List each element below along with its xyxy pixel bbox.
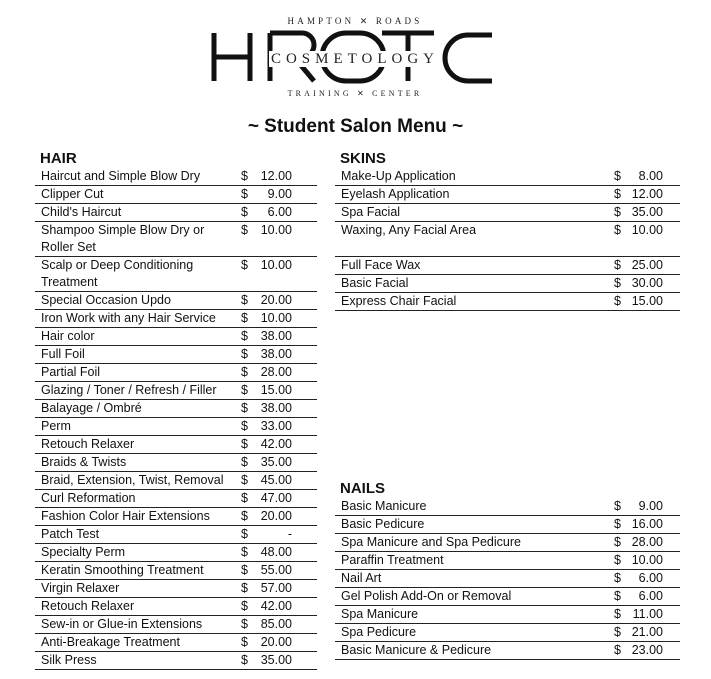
service-price: 55.00 bbox=[260, 563, 292, 577]
service-name: Spa Manicure and Spa Pedicure bbox=[341, 535, 521, 549]
service-name: Full Foil bbox=[41, 347, 85, 361]
service-price: 16.00 bbox=[631, 517, 663, 531]
skins-list bbox=[335, 168, 680, 311]
currency-symbol: $ bbox=[241, 401, 248, 415]
currency-symbol: $ bbox=[241, 383, 248, 397]
service-price: 47.00 bbox=[260, 491, 292, 505]
currency-symbol: $ bbox=[614, 223, 621, 237]
service-price: 10.00 bbox=[260, 311, 292, 325]
service-name: Partial Foil bbox=[41, 365, 101, 379]
service-name: Sew-in or Glue-in Extensions bbox=[41, 617, 203, 631]
service-price: 20.00 bbox=[260, 293, 292, 307]
service-price: 6.00 bbox=[267, 205, 292, 219]
hair-menu-row bbox=[35, 328, 317, 346]
currency-symbol: $ bbox=[614, 607, 621, 621]
service-name: Curl Reformation bbox=[41, 491, 136, 505]
hair-heading: HAIR bbox=[40, 150, 77, 167]
service-price: 38.00 bbox=[260, 347, 292, 361]
currency-symbol: $ bbox=[614, 499, 621, 513]
service-price: 11.00 bbox=[632, 607, 663, 621]
hair-menu-row bbox=[35, 526, 317, 544]
service-price: 10.00 bbox=[260, 258, 292, 272]
currency-symbol: $ bbox=[614, 589, 621, 603]
service-price: 35.00 bbox=[260, 653, 292, 667]
service-name: Spa Facial bbox=[341, 205, 401, 219]
skins-menu-row bbox=[335, 222, 680, 257]
service-name: Full Face Wax bbox=[341, 258, 421, 272]
nails-menu-row bbox=[335, 534, 680, 552]
currency-symbol: $ bbox=[614, 205, 621, 219]
hair-menu-row bbox=[35, 168, 317, 186]
service-price: 12.00 bbox=[260, 169, 292, 183]
currency-symbol: $ bbox=[241, 419, 248, 433]
currency-symbol: $ bbox=[241, 455, 248, 469]
service-price: 42.00 bbox=[260, 437, 292, 451]
service-name: Make-Up Application bbox=[341, 169, 456, 183]
currency-symbol: $ bbox=[241, 223, 248, 237]
currency-symbol: $ bbox=[241, 258, 248, 272]
nails-menu-row bbox=[335, 552, 680, 570]
service-name: Haircut and Simple Blow Dry bbox=[41, 169, 201, 183]
service-price: 15.00 bbox=[631, 294, 663, 308]
currency-symbol: $ bbox=[241, 187, 248, 201]
service-price: 33.00 bbox=[260, 419, 292, 433]
currency-symbol: $ bbox=[241, 563, 248, 577]
hair-menu-row bbox=[35, 616, 317, 634]
currency-symbol: $ bbox=[241, 509, 248, 523]
service-name: Basic Manicure bbox=[341, 499, 427, 513]
hair-menu-row bbox=[35, 652, 317, 670]
service-price: 35.00 bbox=[260, 455, 292, 469]
service-price: 9.00 bbox=[267, 187, 292, 201]
logo-middle-text: COSMETOLOGY bbox=[270, 51, 440, 67]
service-name: Spa Manicure bbox=[341, 607, 419, 621]
hair-menu-row bbox=[35, 544, 317, 562]
service-price: 20.00 bbox=[260, 635, 292, 649]
currency-symbol: $ bbox=[241, 635, 248, 649]
service-price: 42.00 bbox=[260, 599, 292, 613]
nails-menu-row bbox=[335, 624, 680, 642]
service-name: Retouch Relaxer bbox=[41, 599, 135, 613]
hair-menu-row bbox=[35, 562, 317, 580]
service-price: 23.00 bbox=[631, 643, 663, 657]
service-name: Silk Press bbox=[41, 653, 97, 667]
page-title: ~ Student Salon Menu ~ bbox=[247, 116, 464, 137]
service-name: Hair color bbox=[41, 329, 95, 343]
logo-top-text: HAMPTON ✕ ROADS bbox=[287, 16, 423, 26]
service-price: 12.00 bbox=[631, 187, 663, 201]
hair-list bbox=[35, 168, 317, 670]
service-price: 25.00 bbox=[631, 258, 663, 272]
service-price: 30.00 bbox=[631, 276, 663, 290]
service-price: 10.00 bbox=[260, 223, 292, 237]
skins-menu-row bbox=[335, 275, 680, 293]
service-name: Paraffin Treatment bbox=[341, 553, 444, 567]
hair-menu-row bbox=[35, 454, 317, 472]
nails-section bbox=[335, 480, 680, 660]
hair-menu-row bbox=[35, 257, 317, 292]
service-name: Child's Haircut bbox=[41, 205, 122, 219]
currency-symbol: $ bbox=[241, 311, 248, 325]
currency-symbol: $ bbox=[241, 169, 248, 183]
service-name: Waxing, Any Facial Area bbox=[341, 223, 477, 237]
hair-menu-row bbox=[35, 310, 317, 328]
service-price: - bbox=[287, 527, 292, 541]
currency-symbol: $ bbox=[241, 599, 248, 613]
currency-symbol: $ bbox=[614, 625, 621, 639]
service-name: Special Occasion Updo bbox=[41, 293, 171, 307]
service-price: 45.00 bbox=[260, 473, 292, 487]
service-name: Eyelash Application bbox=[341, 187, 450, 201]
currency-symbol: $ bbox=[614, 571, 621, 585]
hair-menu-row bbox=[35, 508, 317, 526]
service-price: 8.00 bbox=[638, 169, 663, 183]
currency-symbol: $ bbox=[241, 545, 248, 559]
currency-symbol: $ bbox=[241, 293, 248, 307]
hair-menu-row bbox=[35, 364, 317, 382]
hair-menu-row bbox=[35, 382, 317, 400]
service-name: Nail Art bbox=[341, 571, 382, 585]
currency-symbol: $ bbox=[614, 187, 621, 201]
hair-menu-row bbox=[35, 186, 317, 204]
hair-section bbox=[35, 150, 317, 670]
hair-menu-row bbox=[35, 490, 317, 508]
service-name: Shampoo Simple Blow Dry or Roller Set bbox=[41, 223, 205, 254]
service-name: Spa Pedicure bbox=[341, 625, 417, 639]
hair-menu-row bbox=[35, 204, 317, 222]
service-price: 85.00 bbox=[260, 617, 292, 631]
service-name: Patch Test bbox=[41, 527, 100, 541]
service-name: Perm bbox=[41, 419, 71, 433]
nails-menu-row bbox=[335, 516, 680, 534]
currency-symbol: $ bbox=[241, 527, 248, 541]
skins-menu-row bbox=[335, 186, 680, 204]
service-price: 6.00 bbox=[638, 589, 663, 603]
nails-heading: NAILS bbox=[340, 480, 385, 497]
hair-menu-row bbox=[35, 346, 317, 364]
currency-symbol: $ bbox=[241, 617, 248, 631]
currency-symbol: $ bbox=[241, 437, 248, 451]
skins-menu-row bbox=[335, 204, 680, 222]
currency-symbol: $ bbox=[241, 347, 248, 361]
currency-symbol: $ bbox=[614, 553, 621, 567]
currency-symbol: $ bbox=[241, 365, 248, 379]
logo-bottom-text: TRAINING ✕ CENTER bbox=[287, 89, 423, 98]
nails-menu-row bbox=[335, 570, 680, 588]
service-price: 15.00 bbox=[260, 383, 292, 397]
hair-menu-row bbox=[35, 598, 317, 616]
service-name: Iron Work with any Hair Service bbox=[41, 311, 216, 325]
hair-menu-row bbox=[35, 634, 317, 652]
hair-menu-row bbox=[35, 222, 317, 257]
service-name: Basic Pedicure bbox=[341, 517, 425, 531]
currency-symbol: $ bbox=[241, 653, 248, 667]
service-name: Anti-Breakage Treatment bbox=[41, 635, 180, 649]
service-price: 20.00 bbox=[260, 509, 292, 523]
service-price: 28.00 bbox=[260, 365, 292, 379]
currency-symbol: $ bbox=[614, 294, 621, 308]
currency-symbol: $ bbox=[614, 535, 621, 549]
service-price: 38.00 bbox=[260, 401, 292, 415]
service-name: Basic Manicure & Pedicure bbox=[341, 643, 492, 657]
service-price: 28.00 bbox=[631, 535, 663, 549]
service-price: 38.00 bbox=[260, 329, 292, 343]
hair-menu-row bbox=[35, 292, 317, 310]
service-name: Retouch Relaxer bbox=[41, 437, 135, 451]
service-name: Keratin Smoothing Treatment bbox=[41, 563, 204, 577]
skins-heading: SKINS bbox=[340, 150, 386, 167]
service-price: 6.00 bbox=[638, 571, 663, 585]
currency-symbol: $ bbox=[614, 517, 621, 531]
service-price: 10.00 bbox=[631, 553, 663, 567]
currency-symbol: $ bbox=[241, 329, 248, 343]
service-price: 21.00 bbox=[631, 625, 663, 639]
service-name: Express Chair Facial bbox=[341, 294, 457, 308]
skins-menu-row bbox=[335, 293, 680, 311]
service-price: 35.00 bbox=[631, 205, 663, 219]
service-name: Fashion Color Hair Extensions bbox=[41, 509, 210, 523]
skins-menu-row bbox=[335, 257, 680, 275]
hair-menu-row bbox=[35, 436, 317, 454]
service-name: Scalp or Deep Conditioning Treatment bbox=[41, 258, 194, 289]
service-price: 10.00 bbox=[631, 223, 663, 237]
service-name: Gel Polish Add-On or Removal bbox=[341, 589, 512, 603]
currency-symbol: $ bbox=[614, 169, 621, 183]
service-name: Clipper Cut bbox=[41, 187, 104, 201]
service-price: 9.00 bbox=[638, 499, 663, 513]
hair-menu-row bbox=[35, 472, 317, 490]
school-logo bbox=[205, 16, 505, 102]
service-name: Braids & Twists bbox=[41, 455, 127, 469]
nails-menu-row bbox=[335, 588, 680, 606]
service-price: 57.00 bbox=[260, 581, 292, 595]
currency-symbol: $ bbox=[241, 473, 248, 487]
service-name: Virgin Relaxer bbox=[41, 581, 120, 595]
currency-symbol: $ bbox=[614, 258, 621, 272]
nails-menu-row bbox=[335, 498, 680, 516]
service-name: Glazing / Toner / Refresh / Filler bbox=[41, 383, 217, 397]
currency-symbol: $ bbox=[241, 491, 248, 505]
service-name: Braid, Extension, Twist, Removal bbox=[41, 473, 224, 487]
hair-menu-row bbox=[35, 580, 317, 598]
service-price: 48.00 bbox=[260, 545, 292, 559]
service-name: Specialty Perm bbox=[41, 545, 126, 559]
currency-symbol: $ bbox=[241, 205, 248, 219]
service-name: Basic Facial bbox=[341, 276, 409, 290]
hair-menu-row bbox=[35, 400, 317, 418]
nails-menu-row bbox=[335, 642, 680, 660]
skins-menu-row bbox=[335, 168, 680, 186]
currency-symbol: $ bbox=[614, 276, 621, 290]
currency-symbol: $ bbox=[241, 581, 248, 595]
nails-list bbox=[335, 498, 680, 660]
skins-section bbox=[335, 150, 680, 311]
nails-menu-row bbox=[335, 606, 680, 624]
hair-menu-row bbox=[35, 418, 317, 436]
service-name: Balayage / Ombré bbox=[41, 401, 142, 415]
currency-symbol: $ bbox=[614, 643, 621, 657]
